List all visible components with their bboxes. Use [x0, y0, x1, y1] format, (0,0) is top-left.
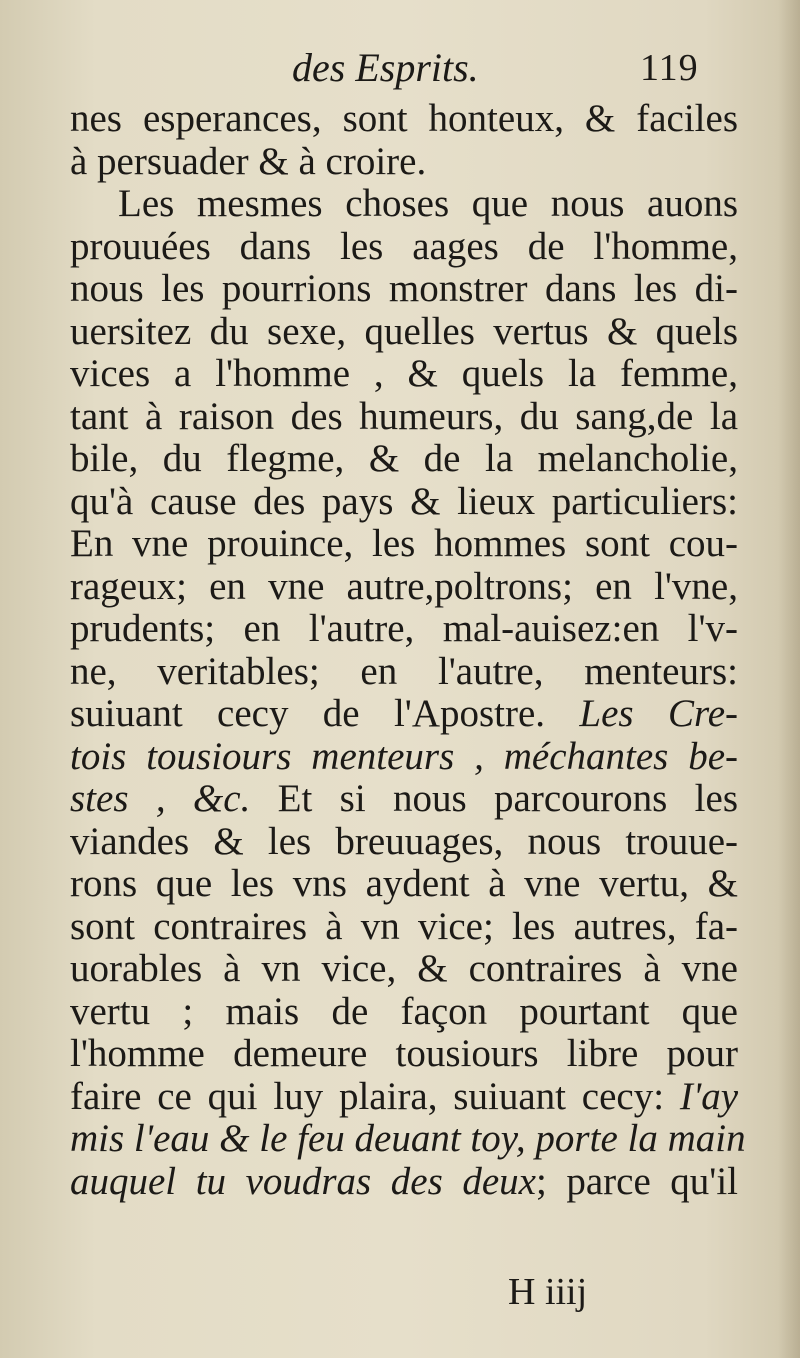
text-line: qu'à cause des pays & lieux particuliers:	[70, 479, 738, 523]
text-roman: ; parce qu'il	[535, 1159, 738, 1203]
body-text	[70, 97, 746, 1203]
text-line: rons que les vns aydent à vne vertu, &	[70, 862, 738, 905]
text-line: sont contraires à vn vice; les autres, fa-	[70, 904, 738, 948]
text-italic: Les Cre-	[579, 692, 738, 735]
text-line: uorables à vn vice, & contraires à vne	[70, 947, 738, 990]
text-line	[70, 693, 738, 736]
text-line: ne, veritables; en l'autre, menteurs:	[70, 649, 738, 693]
text-italic: mis l'eau & le feu deuant toy, porte la main	[70, 1117, 746, 1160]
text-roman: Et si nous parcourons les	[250, 777, 738, 820]
text-line: à persuader & à croire.	[70, 139, 427, 183]
text-line: l'homme demeure tousiours libre pour	[70, 1032, 738, 1075]
text-line: nes esperances, sont honteux, & faciles	[70, 97, 738, 140]
text-line: nous les pourrions monstrer dans les di-	[70, 267, 738, 310]
text-line	[70, 1076, 738, 1119]
text-line: viandes & les breuuages, nous trouue-	[70, 819, 738, 863]
text-italic: I'ay	[679, 1074, 738, 1118]
text-line: bile, du flegme, & de la melancholie,	[70, 437, 738, 480]
running-head: des Esprits.	[292, 45, 479, 90]
text-line: rageux; en vne autre,poltrons; en l'vne,	[70, 564, 738, 608]
page-edge-shadow	[778, 0, 800, 1358]
page-header	[0, 40, 800, 100]
text-roman: faire ce qui luy plaira, suiuant cecy:	[70, 1074, 680, 1118]
text-italic: auquel tu voudras des deux	[70, 1159, 536, 1203]
text-line: vertu ; mais de façon pourtant que	[70, 989, 738, 1033]
text-line	[70, 1161, 738, 1204]
text-line	[70, 736, 738, 779]
page-number: 119	[640, 47, 699, 89]
text-line: tant à raison des humeurs, du sang,de la	[70, 394, 738, 438]
text-italic: tois tousiours menteurs , méchantes be-	[70, 734, 738, 778]
text-line: Les mesmes choses que nous auons	[118, 182, 738, 225]
text-line: prouuées dans les aages de l'homme,	[70, 224, 738, 268]
text-line: prudents; en l'autre, mal-auisez:en l'v-	[70, 607, 738, 650]
text-line	[70, 778, 738, 821]
text-line	[70, 1117, 746, 1161]
text-line: En vne prouince, les hommes sont cou-	[70, 522, 738, 565]
text-roman: suiuant cecy de l'Apostre.	[70, 692, 580, 735]
signature-mark: H iiij	[508, 1271, 588, 1313]
text-line: vices a l'homme , & quels la femme,	[70, 352, 738, 395]
text-line: uersitez du sexe, quelles vertus & quels	[70, 309, 738, 353]
text-italic: stes , &c.	[70, 777, 251, 820]
